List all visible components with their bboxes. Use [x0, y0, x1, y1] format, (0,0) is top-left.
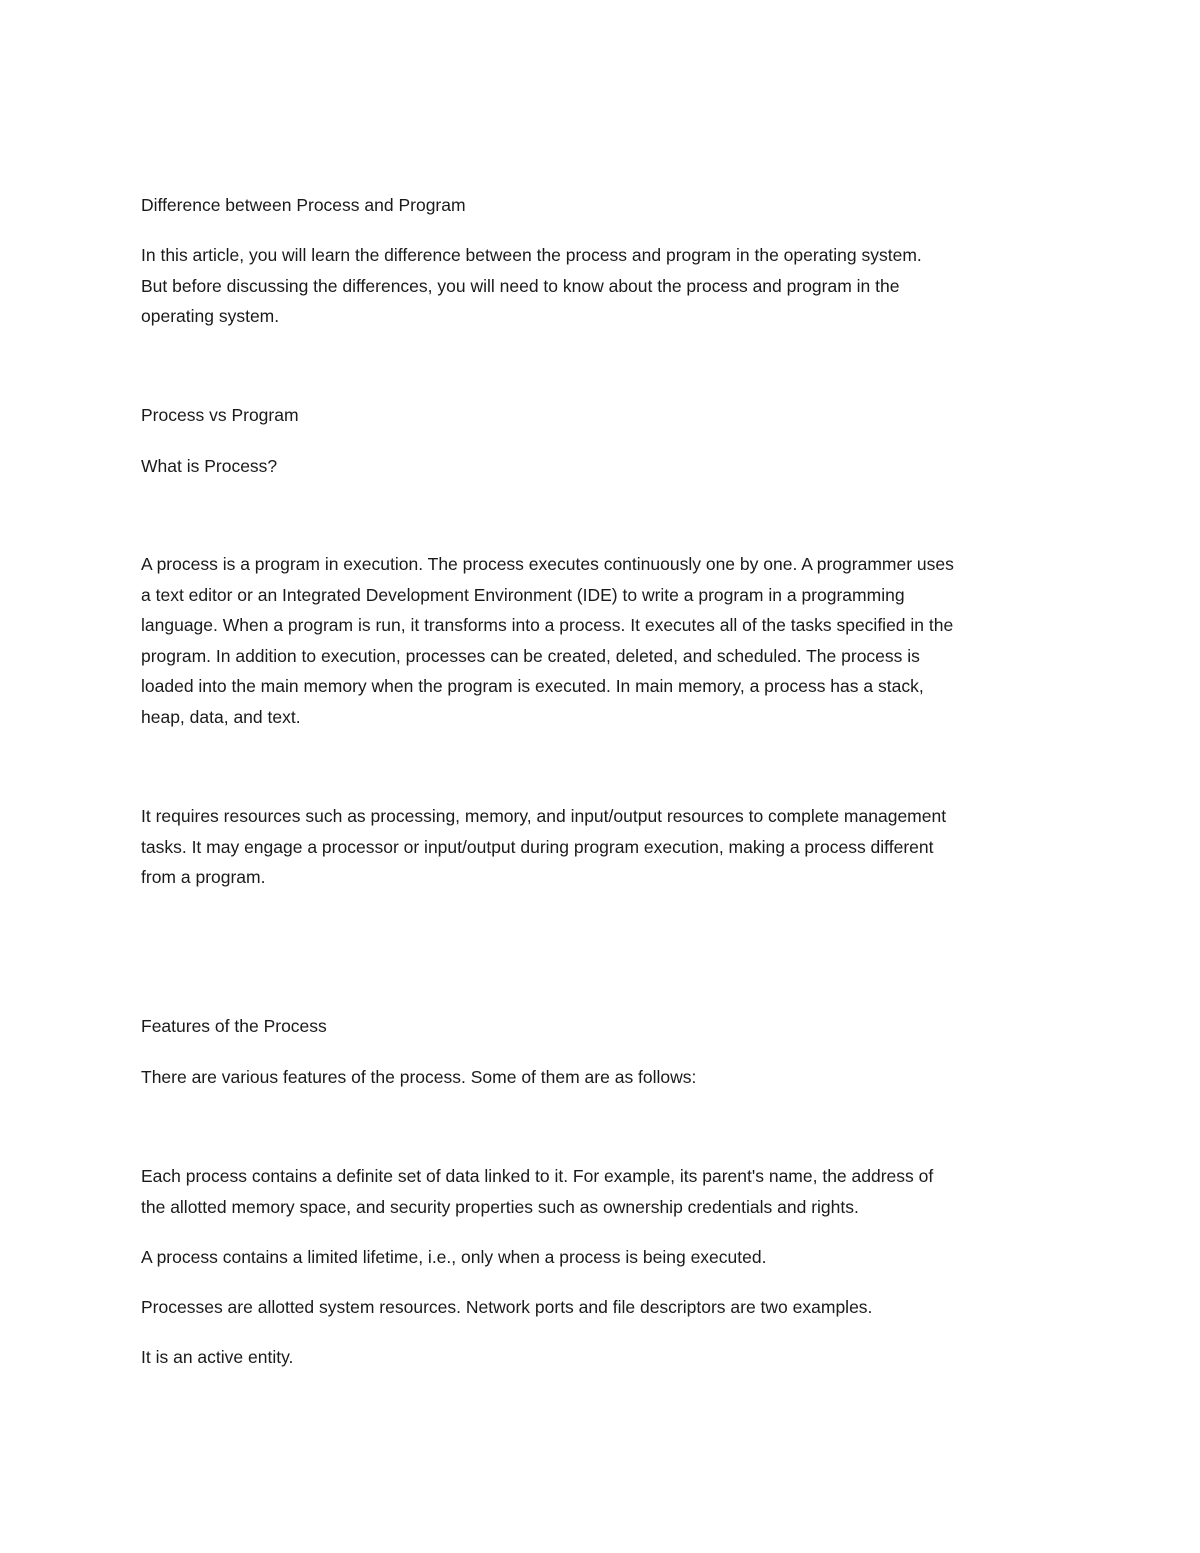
paragraph-line: A process is a program in execution. The process executes continuously one by one. A programmer uses [141, 554, 954, 574]
paragraph-line: loaded into the main memory when the program is executed. In main memory, a process has a stack, [141, 676, 924, 696]
paragraph-line: from a program. [141, 867, 266, 887]
feature-item-data [141, 1161, 1066, 1222]
intro-line: In this article, you will learn the difference between the process and program in the operating system. [141, 245, 922, 265]
intro-line: operating system. [141, 306, 280, 326]
paragraph-line: language. When a program is run, it transforms into a process. It executes all of the tasks specified in the [141, 615, 954, 635]
feature-item-lifetime [141, 1242, 1066, 1273]
feature-line: It is an active entity. [141, 1347, 294, 1367]
feature-line: Each process contains a definite set of data linked to it. For example, its parent's name, the address of [141, 1166, 934, 1186]
paragraph-line: program. In addition to execution, processes can be created, deleted, and scheduled. The process is [141, 645, 920, 666]
intro-line: But before discussing the differences, you will need to know about the process and program in the [141, 275, 900, 296]
subheading-text: What is Process? [141, 456, 278, 476]
section-heading-text: Process vs Program [141, 405, 299, 425]
paragraph-line: It requires resources such as processing, memory, and input/output resources to complete management [141, 806, 947, 826]
intro-paragraph [141, 240, 1066, 332]
paragraph-line: tasks. It may engage a processor or input/output during program execution, making a process different [141, 836, 934, 857]
process-paragraph [141, 549, 1066, 732]
features-intro-text: There are various features of the process. Some of them are as follows: [141, 1067, 697, 1087]
features-heading [141, 1011, 1066, 1042]
section-heading [141, 400, 1066, 431]
paragraph-line: a text editor or an Integrated Development Environment (IDE) to write a program in a programming [141, 584, 905, 605]
feature-line: the allotted memory space, and security properties such as ownership credentials and rights. [141, 1196, 859, 1217]
features-intro [141, 1062, 1066, 1093]
feature-item-active-entity [141, 1342, 1066, 1373]
subheading-what-is-process [141, 451, 1066, 482]
features-heading-text: Features of the Process [141, 1016, 327, 1036]
feature-line: Processes are allotted system resources. Network ports and file descriptors are two examples. [141, 1297, 873, 1317]
feature-line: A process contains a limited lifetime, i.e., only when a process is being executed. [141, 1247, 767, 1267]
document-title [141, 190, 1066, 221]
feature-item-resources [141, 1292, 1066, 1323]
title-line: Difference between Process and Program [141, 195, 466, 215]
paragraph-line: heap, data, and text. [141, 706, 301, 727]
resources-paragraph [141, 801, 1066, 893]
